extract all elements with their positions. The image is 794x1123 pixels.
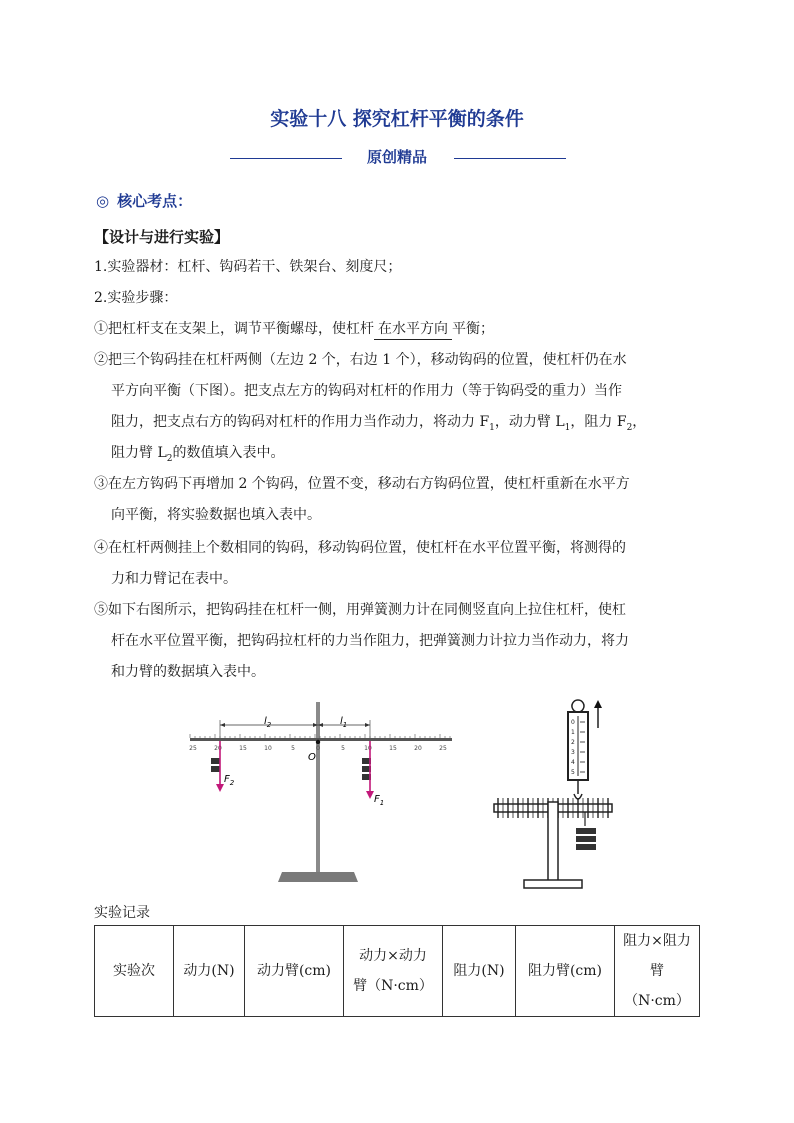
arm-label-l1: $l_1$ <box>340 716 348 729</box>
pivot-label: O <box>308 752 316 763</box>
col-effort-product <box>344 926 443 1017</box>
subscript: 2 <box>166 453 173 464</box>
table-header-row <box>95 926 700 1017</box>
stand-pole <box>316 702 320 874</box>
step-1-end: 平衡； <box>452 321 494 337</box>
subtitle-row <box>0 146 794 170</box>
stand-pole <box>548 802 558 882</box>
header-text: 阻力×阻力臂 <box>623 933 691 979</box>
subscript: 1 <box>489 422 495 433</box>
text: ，动力臂 L <box>494 414 565 430</box>
col-load <box>443 926 516 1017</box>
tick-label: 15 <box>239 745 247 752</box>
scale-number: 3 <box>571 749 575 756</box>
scale-number: 5 <box>571 769 575 776</box>
lever-diagram-left <box>180 700 460 890</box>
lever-bar <box>190 738 452 741</box>
weight-icon <box>576 828 596 834</box>
subtitle: 原创精品 <box>366 148 427 166</box>
scale-number: 2 <box>571 739 575 746</box>
text: 阻力，把支点右方的钩码对杠杆的作用力当作动力，将动力 F <box>111 414 490 430</box>
col-load-product <box>615 926 700 1017</box>
line-steps-heading: 2.实验步骤： <box>94 290 178 306</box>
header-text: （N·cm） <box>624 993 690 1009</box>
step-2-line-3 <box>111 412 646 438</box>
step-1-text: ①把杠杆支在支架上，调节平衡螺母，使杠杆 <box>94 321 374 337</box>
weight-icon <box>211 766 220 772</box>
subscript: 2 <box>626 422 633 433</box>
weight-icon <box>576 836 596 842</box>
header-text: 动力×动力 <box>359 948 427 964</box>
fill-blank-answer: 在水平方向 <box>374 319 452 340</box>
stand-base <box>278 872 358 882</box>
step-4-line-1: ④在杠杆两侧挂上个数相同的钩码，移动钩码位置，使杠杆在水平位置平衡，将测得的 <box>94 540 626 556</box>
step-3-line-1: ③在左方钩码下再增加 2 个钩码，位置不变，移动右方钩码位置，使杠杆重新在水平方 <box>94 476 630 492</box>
tick-label: 20 <box>414 745 422 752</box>
text: ， <box>632 414 647 430</box>
arrow-head-icon <box>366 791 374 799</box>
col-trial <box>95 926 174 1017</box>
subtitle-rule-right <box>454 158 566 159</box>
arrow-head-icon <box>216 784 224 792</box>
weight-icon <box>576 844 596 850</box>
tick-label: 5 <box>341 745 345 752</box>
header-text: 阻力(N) <box>453 963 505 979</box>
tick-label: 5 <box>291 745 295 752</box>
header-text: 动力(N) <box>183 963 235 979</box>
step-2-line-4 <box>111 443 284 469</box>
page-title: 实验十八 探究杠杆平衡的条件 <box>270 108 524 130</box>
line-equipment: 1.实验器材：杠杆、钩码若干、铁架台、刻度尺； <box>94 259 402 275</box>
header-text: 阻力臂(cm) <box>527 963 603 979</box>
step-2-line-1: ②把三个钩码挂在杠杆两侧（左边 2 个，右边 1 个），移动钩码的位置，使杠杆仍在水 <box>94 352 627 368</box>
step-3-line-2: 向平衡，将实验数据也填入表中。 <box>111 507 321 523</box>
bullet-icon: ◎ <box>96 192 110 210</box>
core-heading <box>96 190 192 211</box>
col-effort-arm <box>245 926 344 1017</box>
subscript: 1 <box>564 422 571 433</box>
force-label-f1: $F_1$ <box>374 794 385 807</box>
scale-number: 4 <box>571 759 575 766</box>
text: 阻力臂 L <box>111 445 167 461</box>
step-2-line-2: 平方向平衡（下图）。把支点左方的钩码对杠杆的作用力（等于钩码受的重力）当作 <box>111 383 622 399</box>
tick-label: 25 <box>189 745 197 752</box>
tick-label: 25 <box>439 745 447 752</box>
text: 的数值填入表中。 <box>172 445 285 461</box>
step-5-line-3: 和力臂的数据填入表中。 <box>111 664 265 680</box>
text: ，阻力 F <box>570 414 627 430</box>
section-heading: 【设计与进行实验】 <box>94 228 230 246</box>
core-label: 核心考点： <box>117 192 193 210</box>
tick-label: 10 <box>364 745 372 752</box>
header-text: 动力臂(cm) <box>256 963 332 979</box>
spring-scale-diagram-right <box>488 698 618 894</box>
lever-tick-labels <box>189 745 447 752</box>
tick-label: 10 <box>264 745 272 752</box>
arrow-up-icon <box>594 700 602 708</box>
weight-icon <box>211 758 220 764</box>
arm-label-l2: $l_2$ <box>264 716 272 729</box>
step-1 <box>94 319 494 340</box>
col-effort <box>174 926 245 1017</box>
step-4-line-2: 力和力臂记在表中。 <box>111 571 237 587</box>
pivot-point <box>316 740 320 744</box>
scale-ring-icon <box>572 700 584 712</box>
scale-number: 1 <box>571 729 575 736</box>
scale-number: 0 <box>571 719 575 726</box>
stand-base <box>524 880 582 888</box>
col-load-arm <box>516 926 615 1017</box>
tick-label: 20 <box>214 745 222 752</box>
header-text: 臂（N·cm） <box>353 978 433 994</box>
step-5-line-2: 杆在水平位置平衡，把钩码拉杠杆的力当作阻力，把弹簧测力计拉力当作动力，将力 <box>111 633 629 649</box>
step-5-line-1: ⑤如下右图所示，把钩码挂在杠杆一侧，用弹簧测力计在同侧竖直向上拉住杠杆，使杠 <box>94 602 626 618</box>
record-table <box>94 925 700 1017</box>
table-caption: 实验记录 <box>94 905 150 921</box>
header-text: 实验次 <box>113 963 155 979</box>
tick-label: 15 <box>389 745 397 752</box>
tick-label: 0 <box>316 745 320 752</box>
force-label-f2: $F_2$ <box>224 774 235 787</box>
